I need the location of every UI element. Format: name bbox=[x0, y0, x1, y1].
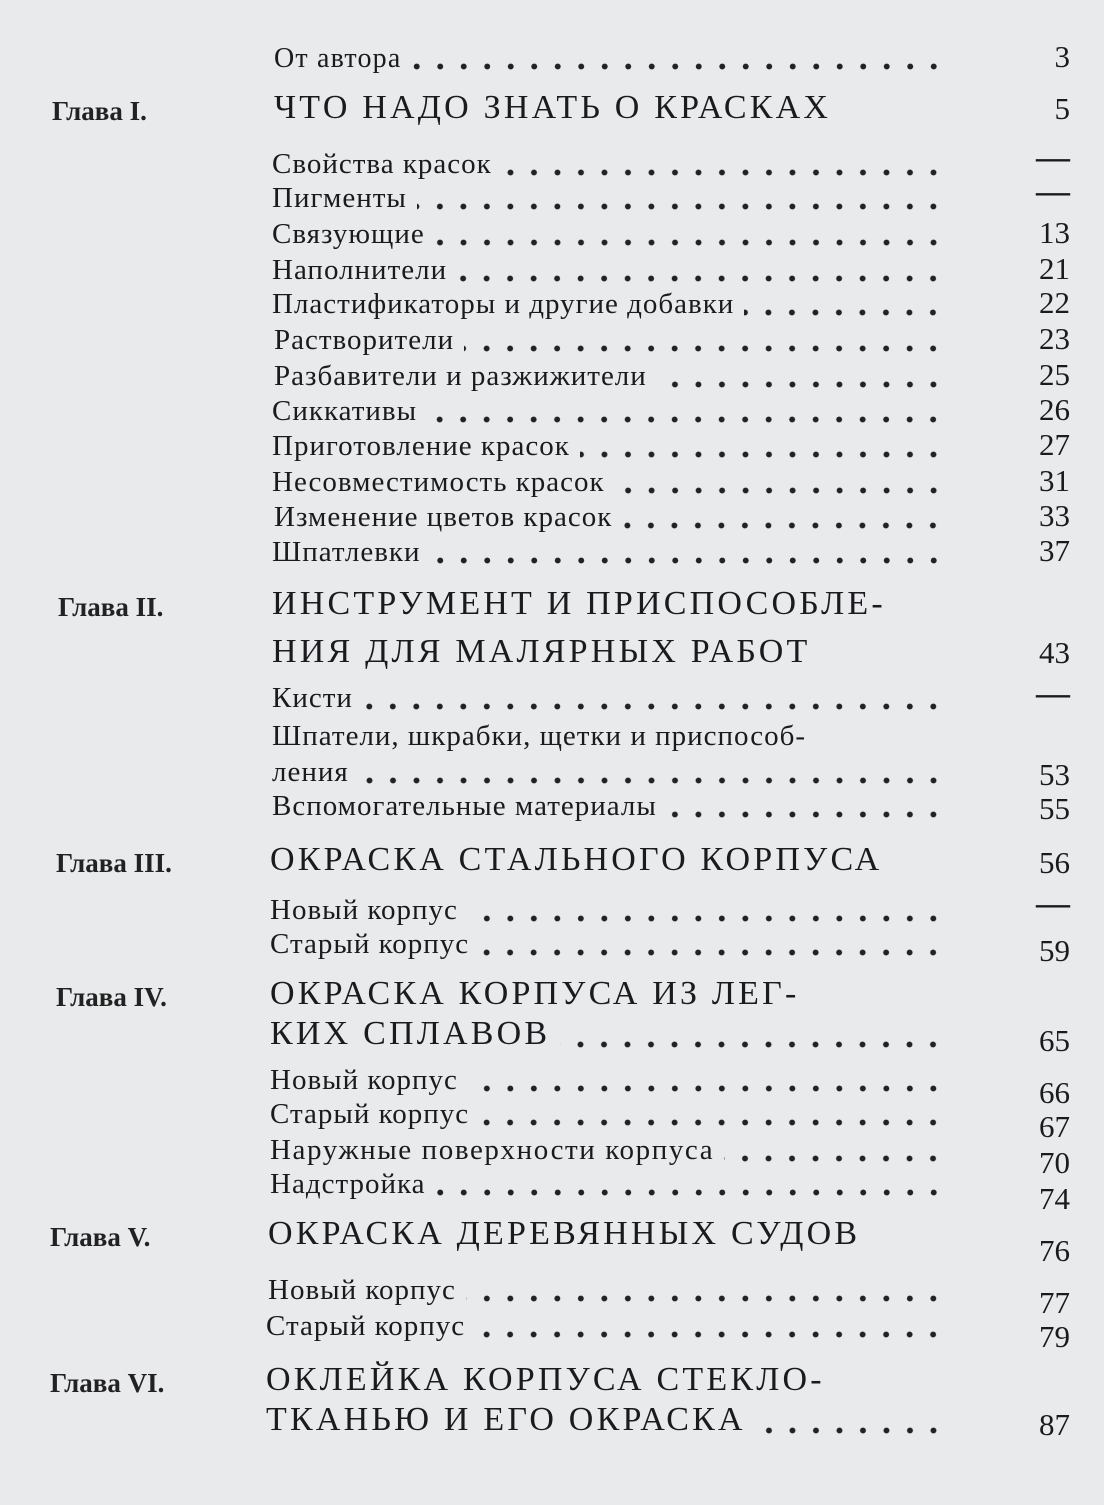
dot-leader bbox=[436, 1189, 945, 1196]
entry-title: Новый корпус bbox=[270, 1064, 458, 1096]
dot-leader bbox=[417, 203, 945, 210]
chapter-title: НИЯ ДЛЯ МАЛЯРНЫХ РАБОТ bbox=[272, 633, 811, 670]
page-number: 56 bbox=[1039, 845, 1070, 880]
entry-title: Новый корпус bbox=[268, 1274, 456, 1306]
chapter-title: КИХ СПЛАВОВ bbox=[270, 1015, 551, 1052]
page-number: 55 bbox=[1039, 791, 1070, 826]
entry-title: Старый корпус bbox=[266, 1310, 466, 1342]
chapter-number: Глава III. bbox=[56, 848, 172, 878]
chapter-title: ОКРАСКА КОРПУСА ИЗ ЛЕГ- bbox=[270, 975, 800, 1012]
page-number: 13 bbox=[1039, 215, 1070, 250]
dot-leader bbox=[657, 381, 945, 388]
page-number: 65 bbox=[1039, 1023, 1070, 1058]
entry-title: Пластификаторы и другие добавки bbox=[272, 288, 735, 320]
chapter-entry bbox=[0, 585, 1104, 623]
page-number: — bbox=[1036, 173, 1070, 210]
entry-title: Надстройка bbox=[270, 1168, 426, 1200]
dot-leader bbox=[667, 811, 945, 818]
dot-leader bbox=[466, 1295, 945, 1302]
chapter-entry bbox=[0, 975, 1104, 1013]
dot-leader bbox=[457, 275, 945, 282]
chapter-title: ОКЛЕЙКА КОРПУСА СТЕКЛО- bbox=[266, 1361, 825, 1398]
entry-title: Шпатели, шкрабки, щетки и приспособ- bbox=[272, 720, 807, 752]
dot-leader bbox=[435, 239, 945, 246]
entry-title: Связующие bbox=[272, 218, 425, 250]
dot-leader bbox=[615, 487, 945, 494]
page-number: 67 bbox=[1039, 1109, 1070, 1144]
entry-title: Изменение цветов красок bbox=[274, 501, 613, 533]
page-number: 22 bbox=[1039, 285, 1070, 320]
entry-title: Кисти bbox=[272, 682, 353, 714]
chapter-number: Глава VI. bbox=[50, 1368, 165, 1398]
dot-leader bbox=[412, 63, 945, 70]
chapter-number: Глава I. bbox=[52, 96, 147, 126]
entry-title: Пигменты bbox=[272, 182, 407, 214]
chapter-title: ТКАНЬЮ И ЕГО ОКРАСКА bbox=[266, 1401, 746, 1438]
dot-leader bbox=[724, 1155, 945, 1162]
page-number: — bbox=[1036, 675, 1070, 712]
page-number: 66 bbox=[1039, 1075, 1070, 1110]
page-number: 87 bbox=[1039, 1407, 1070, 1442]
page-number: 26 bbox=[1039, 392, 1070, 427]
page-number: 77 bbox=[1039, 1285, 1070, 1320]
dot-leader bbox=[431, 557, 946, 564]
entry-title: Новый корпус bbox=[270, 894, 458, 926]
dot-leader bbox=[359, 777, 945, 784]
entry-title: Вспомогательные материалы bbox=[272, 790, 657, 822]
toc-entry bbox=[0, 682, 1104, 715]
entry-title: Наружные поверхности корпуса bbox=[270, 1134, 715, 1166]
entry-title: Сиккативы bbox=[272, 395, 418, 427]
entry-title: От автора bbox=[274, 43, 402, 74]
entry-title: Разбавители и разжижители bbox=[274, 360, 647, 392]
page-number: 27 bbox=[1039, 427, 1070, 462]
entry-title: ления bbox=[272, 756, 349, 788]
entry-title: Приготовление красок bbox=[272, 430, 570, 462]
page-number: 37 bbox=[1039, 533, 1070, 568]
dot-leader bbox=[464, 345, 945, 352]
entry-title: Несовместимость красок bbox=[272, 466, 605, 498]
page-number: 23 bbox=[1039, 321, 1070, 356]
entry-title: Старый корпус bbox=[270, 1098, 470, 1130]
page-number: 76 bbox=[1039, 1233, 1070, 1268]
entry-title: Растворители bbox=[274, 324, 455, 356]
dot-leader bbox=[427, 416, 945, 423]
page-number: 33 bbox=[1039, 498, 1070, 533]
chapter-number: Глава IV. bbox=[56, 982, 167, 1012]
entry-title: Свойства красок bbox=[272, 148, 492, 180]
chapter-title: ОКРАСКА ДЕРЕВЯННЫХ СУДОВ bbox=[268, 1215, 861, 1252]
chapter-title: ЧТО НАДО ЗНАТЬ О КРАСКАХ bbox=[274, 89, 832, 126]
toc-entry bbox=[0, 148, 1104, 181]
page-number: 74 bbox=[1039, 1181, 1070, 1216]
toc-entry bbox=[0, 720, 1104, 753]
entry-title: Наполнители bbox=[272, 254, 448, 286]
dot-leader bbox=[744, 309, 945, 316]
chapter-number: Глава II. bbox=[58, 592, 164, 622]
toc-entry bbox=[0, 894, 1104, 927]
chapter-title: ИНСТРУМЕНТ И ПРИСПОСОБЛЕ- bbox=[272, 585, 886, 622]
entry-title: Старый корпус bbox=[270, 928, 470, 960]
page-number: 21 bbox=[1039, 251, 1070, 286]
dot-leader bbox=[363, 703, 945, 710]
page-number: 59 bbox=[1039, 933, 1070, 968]
toc-entry bbox=[0, 182, 1104, 215]
dot-leader bbox=[479, 1119, 945, 1126]
dot-leader bbox=[502, 169, 945, 176]
page-number: 31 bbox=[1039, 463, 1070, 498]
chapter-title: ОКРАСКА СТАЛЬНОГО КОРПУСА bbox=[270, 841, 883, 878]
page-number: 79 bbox=[1039, 1319, 1070, 1354]
page-number: 70 bbox=[1039, 1145, 1070, 1180]
entry-title: Шпатлевки bbox=[272, 536, 421, 568]
dot-leader bbox=[475, 1331, 945, 1338]
page-number: 53 bbox=[1039, 757, 1070, 792]
dot-leader bbox=[468, 915, 945, 922]
dot-leader bbox=[756, 1427, 945, 1434]
page-number: 25 bbox=[1039, 357, 1070, 392]
page-number: — bbox=[1036, 139, 1070, 176]
page-number: 43 bbox=[1039, 635, 1070, 670]
page-number: — bbox=[1036, 885, 1070, 922]
dot-leader bbox=[560, 1041, 945, 1048]
chapter-number: Глава V. bbox=[50, 1222, 151, 1252]
page-number: 3 bbox=[1054, 39, 1070, 74]
dot-leader bbox=[479, 949, 945, 956]
page-number: 5 bbox=[1054, 91, 1070, 126]
chapter-entry bbox=[0, 1361, 1104, 1399]
dot-leader bbox=[622, 522, 945, 529]
dot-leader bbox=[468, 1085, 945, 1092]
dot-leader bbox=[580, 451, 945, 458]
